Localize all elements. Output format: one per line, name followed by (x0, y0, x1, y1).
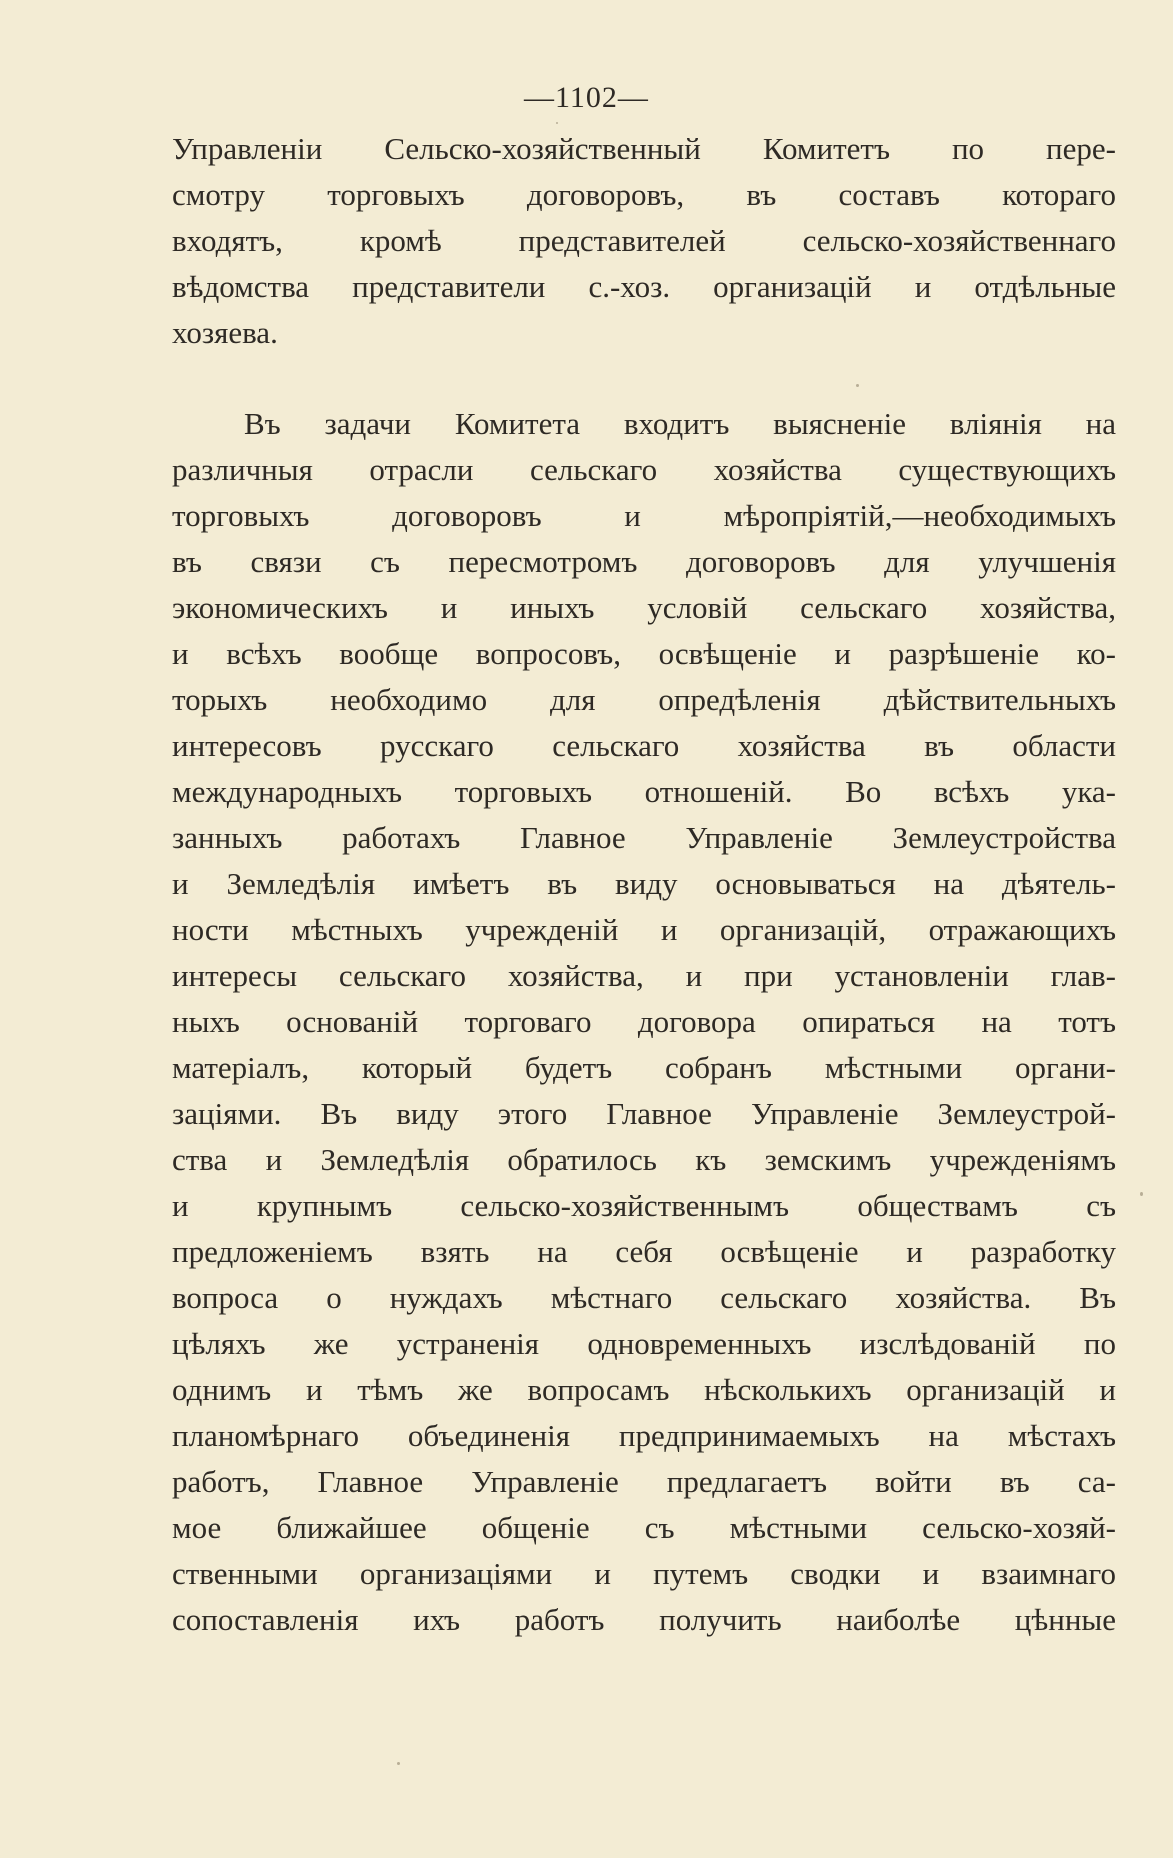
text-line: мое ближайшее общеніе съ мѣстными сельско-хозяй- (172, 1510, 1116, 1545)
text-line: торыхъ необходимо для опредѣленія дѣйствительныхъ (172, 682, 1116, 717)
text-line: сопоставленія ихъ работъ получить наиболѣе цѣнные (172, 1602, 1116, 1637)
paper-speck (397, 1762, 400, 1765)
text-line: хозяева. (172, 315, 278, 350)
text-line: ственными организаціями и путемъ сводки и взаимнаго (172, 1556, 1116, 1591)
paper-speck (1140, 1192, 1143, 1196)
paper-speck (856, 384, 859, 387)
text-line: вѣдомства представители с.-хоз. организацій и отдѣльные (172, 269, 1116, 304)
text-line: занныхъ работахъ Главное Управленіе Землеустройства (172, 820, 1116, 855)
text-line: Въ задачи Комитета входитъ выясненіе вліянія на (244, 406, 1116, 441)
text-line: и всѣхъ вообще вопросовъ, освѣщеніе и разрѣшеніе ко- (172, 636, 1116, 671)
text-line: ныхъ основаній торговаго договора опираться на тотъ (172, 1004, 1116, 1039)
text-line: входятъ, кромѣ представителей сельско-хозяйственнаго (172, 223, 1116, 258)
page-number: —1102— (524, 81, 649, 114)
text-line: въ связи съ пересмотромъ договоровъ для улучшенія (172, 544, 1116, 579)
text-line: заціями. Въ виду этого Главное Управленіе Землеустрой- (172, 1096, 1116, 1131)
text-line: торговыхъ договоровъ и мѣропріятій,—необходимыхъ (172, 498, 1116, 533)
text-line: работъ, Главное Управленіе предлагаетъ войти въ са- (172, 1464, 1116, 1499)
text-line: и Земледѣлія имѣетъ въ виду основываться на дѣятель- (172, 866, 1116, 901)
text-line: ности мѣстныхъ учрежденій и организацій, отражающихъ (172, 912, 1116, 947)
text-line: и крупнымъ сельско-хозяйственнымъ обществамъ съ (172, 1188, 1116, 1223)
text-line: матеріалъ, который будетъ собранъ мѣстными органи- (172, 1050, 1116, 1085)
text-line: однимъ и тѣмъ же вопросамъ нѣсколькихъ организацій и (172, 1372, 1116, 1407)
text-line: интересовъ русскаго сельскаго хозяйства въ области (172, 728, 1116, 763)
text-line: цѣляхъ же устраненія одновременныхъ изслѣдованій по (172, 1326, 1116, 1361)
text-line: вопроса о нуждахъ мѣстнаго сельскаго хозяйства. Въ (172, 1280, 1116, 1315)
text-line: различныя отрасли сельскаго хозяйства существующихъ (172, 452, 1116, 487)
text-line: предложеніемъ взять на себя освѣщеніе и разработку (172, 1234, 1116, 1269)
text-line: планомѣрнаго объединенія предпринимаемыхъ на мѣстахъ (172, 1418, 1116, 1453)
text-line: ства и Земледѣлія обратилось къ земскимъ учрежденіямъ (172, 1142, 1116, 1177)
paper-speck (556, 122, 558, 124)
text-line: интересы сельскаго хозяйства, и при установленіи глав- (172, 958, 1116, 993)
text-line: международныхъ торговыхъ отношеній. Во всѣхъ ука- (172, 774, 1116, 809)
text-line: экономическихъ и иныхъ условій сельскаго хозяйства, (172, 590, 1116, 625)
text-line: смотру торговыхъ договоровъ, въ составъ котораго (172, 177, 1116, 212)
text-line: Управленіи Сельско-хозяйственный Комитетъ по пере- (172, 131, 1116, 166)
